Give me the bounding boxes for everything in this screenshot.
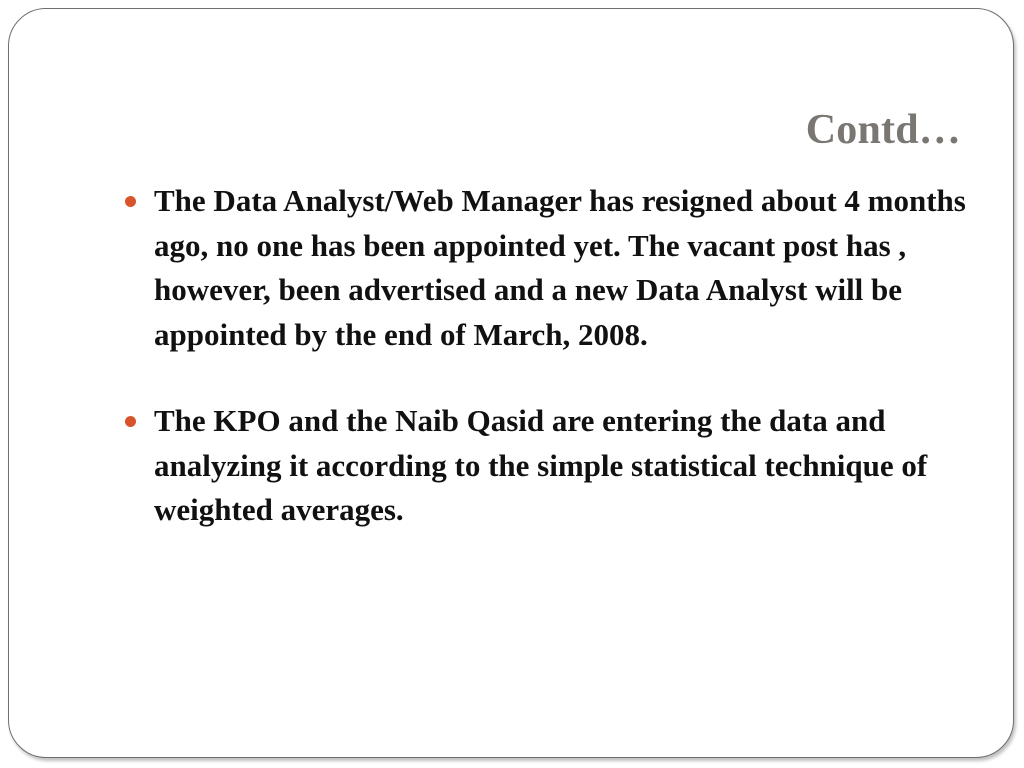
slide-frame (8, 8, 1014, 758)
bullet-text: The Data Analyst/Web Manager has resigned about 4 months ago, no one has been appointed yet. The vacant post has , however, been advertised and a new Data Analyst will be appointed by the end of March, 2008. (154, 183, 966, 352)
bullet-text: The KPO and the Naib Qasid are entering the data and analyzing it according to the simple statistical technique of weighted averages. (154, 403, 928, 527)
bullet-item (121, 179, 981, 357)
slide-title: Contd… (805, 107, 961, 153)
bullet-dot-icon (125, 416, 136, 427)
bullet-list (121, 179, 981, 533)
bullet-dot-icon (125, 196, 136, 207)
bullet-item (121, 399, 981, 533)
